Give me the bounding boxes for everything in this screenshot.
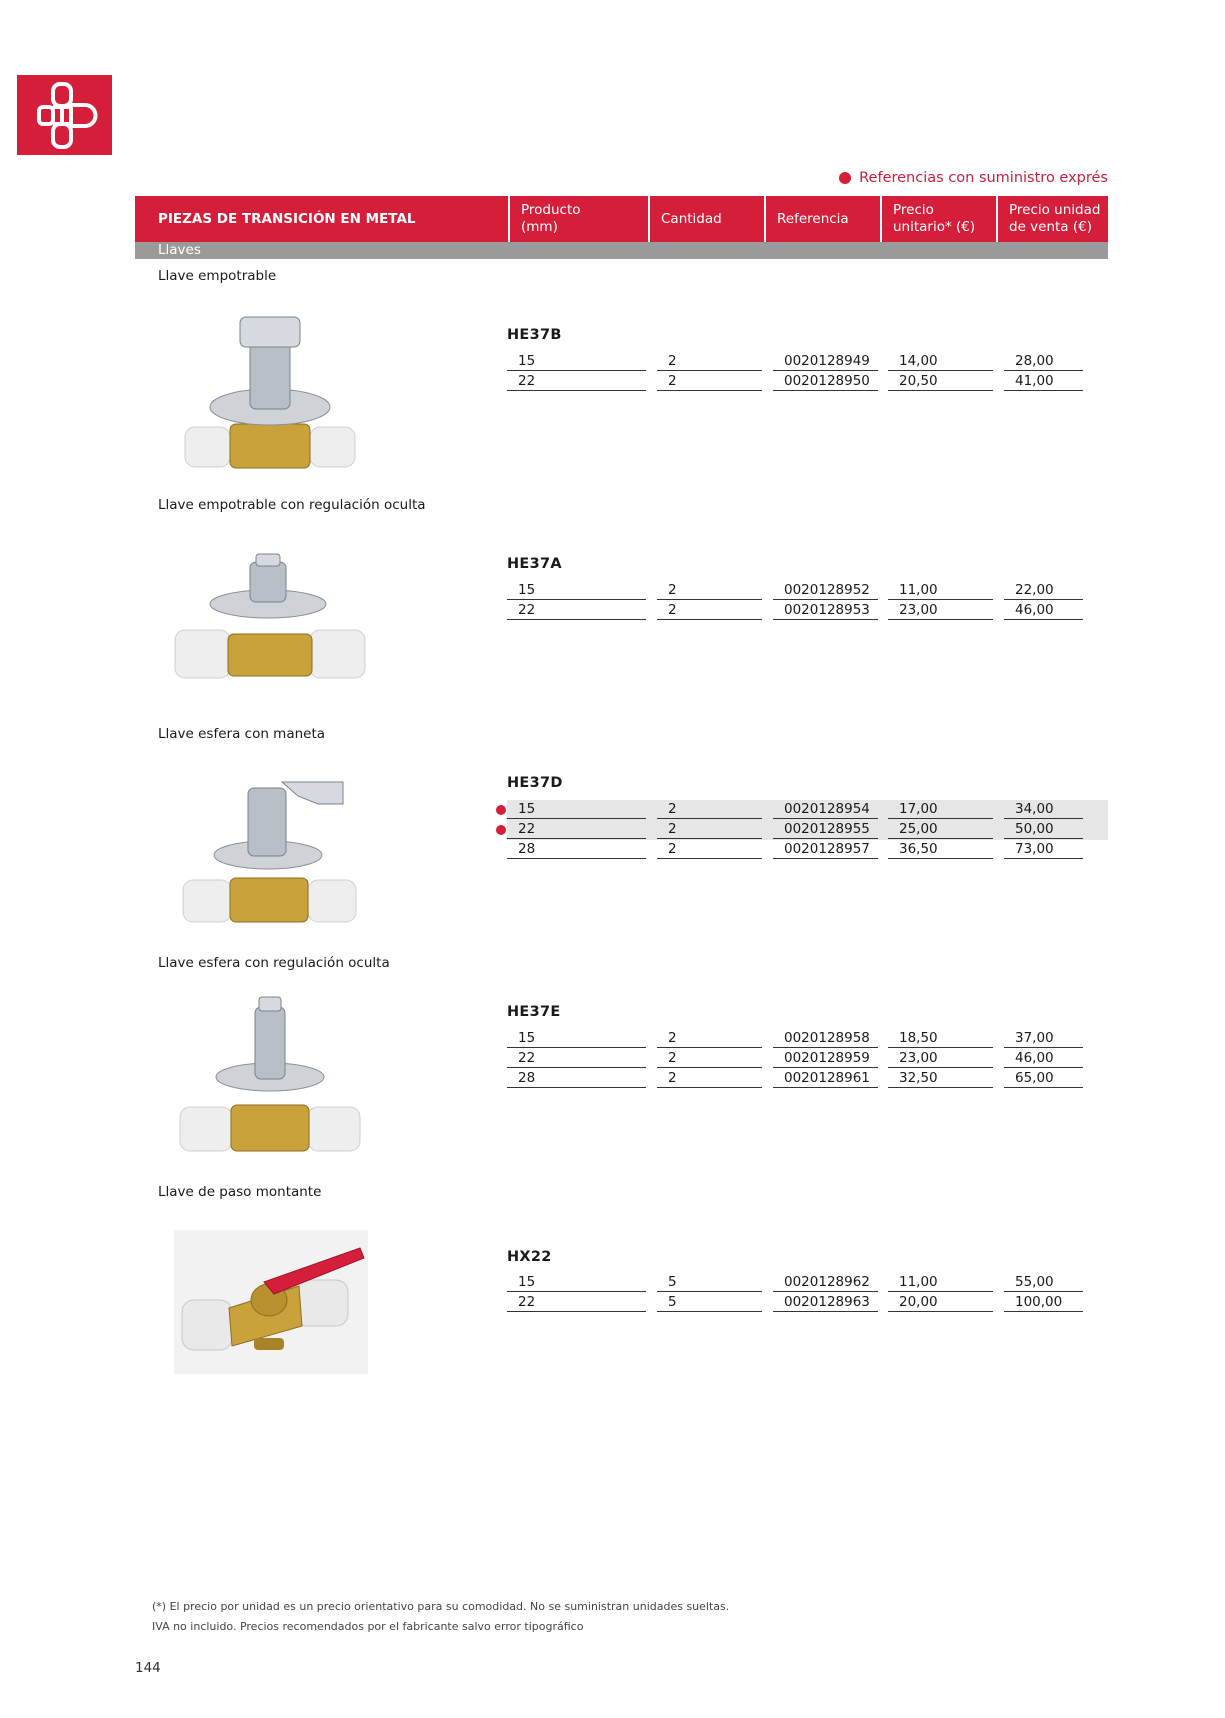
- express-legend-label: Referencias con suministro exprés: [859, 170, 1108, 186]
- cell-referencia: 0020128963: [773, 1293, 878, 1312]
- cell-producto: 22: [507, 820, 646, 839]
- pipe-logo-icon: [17, 75, 112, 155]
- cell-cantidad: 2: [657, 840, 762, 859]
- table-row: [507, 1049, 1108, 1069]
- table-row: [507, 352, 1108, 372]
- cell-precio-unitario: 20,00: [888, 1293, 993, 1312]
- cell-referencia: 0020128950: [773, 372, 878, 391]
- express-dot-icon: [839, 172, 851, 184]
- table-row: [507, 840, 1108, 860]
- valve-esfera-maneta-image: [178, 770, 360, 925]
- cell-referencia: 0020128949: [773, 352, 878, 371]
- cell-referencia: 0020128952: [773, 581, 878, 600]
- cell-precio-venta: 22,00: [1004, 581, 1083, 600]
- header-precio-venta: [996, 196, 1108, 242]
- cell-cantidad: 2: [657, 372, 762, 391]
- cell-referencia: 0020128962: [773, 1273, 878, 1292]
- cell-producto: 22: [507, 1293, 646, 1312]
- table-title: PIEZAS DE TRANSICIÓN EN METAL: [158, 210, 416, 227]
- cell-referencia: 0020128954: [773, 800, 878, 819]
- table-row: [507, 800, 1108, 820]
- cell-producto: 22: [507, 1049, 646, 1068]
- cell-producto: 15: [507, 1273, 646, 1292]
- cell-referencia: 0020128955: [773, 820, 878, 839]
- header-producto-label: Producto: [521, 202, 581, 218]
- product-code: HE37A: [507, 556, 562, 572]
- cell-precio-venta: 34,00: [1004, 800, 1083, 819]
- cell-precio-venta: 50,00: [1004, 820, 1083, 839]
- cell-precio-unitario: 23,00: [888, 601, 993, 620]
- cell-cantidad: 2: [657, 1029, 762, 1048]
- header-precio-venta-line2: de venta (€): [1009, 219, 1092, 235]
- table-subheader: Llaves: [135, 242, 1108, 259]
- product-code: HE37E: [507, 1004, 561, 1020]
- cell-precio-unitario: 17,00: [888, 800, 993, 819]
- cell-producto: 22: [507, 601, 646, 620]
- header-precio-venta-line1: Precio unidad: [1009, 202, 1101, 218]
- table-row: [507, 1069, 1108, 1089]
- page-number: 144: [135, 1660, 161, 1676]
- cell-precio-unitario: 11,00: [888, 1273, 993, 1292]
- cell-cantidad: 2: [657, 800, 762, 819]
- brand-logo: [17, 75, 112, 155]
- cell-referencia: 0020128958: [773, 1029, 878, 1048]
- cell-producto: 15: [507, 581, 646, 600]
- section-title: Llave de paso montante: [158, 1184, 322, 1200]
- cell-referencia: 0020128959: [773, 1049, 878, 1068]
- footnote-price: (*) El precio por unidad es un precio orientativo para su comodidad. No se suministran unidades sueltas.: [152, 1600, 730, 1613]
- cell-cantidad: 5: [657, 1293, 762, 1312]
- cell-precio-unitario: 36,50: [888, 840, 993, 859]
- header-producto-unit: (mm): [521, 219, 558, 235]
- cell-precio-unitario: 11,00: [888, 581, 993, 600]
- cell-cantidad: 2: [657, 581, 762, 600]
- cell-cantidad: 5: [657, 1273, 762, 1292]
- header-precio-unitario: [880, 196, 996, 242]
- cell-precio-venta: 73,00: [1004, 840, 1083, 859]
- cell-cantidad: 2: [657, 352, 762, 371]
- express-legend: [839, 170, 1108, 186]
- express-dot-icon: [496, 805, 506, 815]
- section-title: Llave esfera con regulación oculta: [158, 955, 390, 971]
- table-row: [507, 581, 1108, 601]
- valve-esfera-regulacion-oculta-image: [175, 995, 365, 1155]
- header-producto: [508, 196, 648, 242]
- cell-referencia: 0020128957: [773, 840, 878, 859]
- product-code: HX22: [507, 1249, 552, 1265]
- table-row: [507, 1273, 1108, 1293]
- header-referencia: Referencia: [764, 196, 880, 242]
- cell-precio-venta: 46,00: [1004, 601, 1083, 620]
- cell-cantidad: 2: [657, 1049, 762, 1068]
- cell-cantidad: 2: [657, 1069, 762, 1088]
- cell-precio-venta: 100,00: [1004, 1293, 1083, 1312]
- cell-producto: 28: [507, 840, 646, 859]
- cell-referencia: 0020128961: [773, 1069, 878, 1088]
- product-code: HE37D: [507, 775, 563, 791]
- cell-precio-unitario: 20,50: [888, 372, 993, 391]
- cell-referencia: 0020128953: [773, 601, 878, 620]
- cell-producto: 22: [507, 372, 646, 391]
- valve-regulacion-oculta-image: [170, 552, 370, 682]
- cell-cantidad: 2: [657, 820, 762, 839]
- cell-producto: 15: [507, 352, 646, 371]
- product-code: HE37B: [507, 327, 562, 343]
- valve-paso-montante-image: [174, 1230, 368, 1374]
- cell-producto: 15: [507, 1029, 646, 1048]
- section-title: Llave esfera con maneta: [158, 726, 326, 742]
- cell-producto: 15: [507, 800, 646, 819]
- table-row: [507, 1029, 1108, 1049]
- footnote-iva: IVA no incluido. Precios recomendados por el fabricante salvo error tipográfico: [152, 1620, 584, 1633]
- cell-precio-venta: 46,00: [1004, 1049, 1083, 1068]
- cell-precio-unitario: 25,00: [888, 820, 993, 839]
- cell-precio-unitario: 18,50: [888, 1029, 993, 1048]
- cell-precio-venta: 41,00: [1004, 372, 1083, 391]
- cell-precio-venta: 28,00: [1004, 352, 1083, 371]
- cell-precio-unitario: 32,50: [888, 1069, 993, 1088]
- header-precio-unitario-line2: unitario* (€): [893, 219, 976, 235]
- cell-precio-venta: 55,00: [1004, 1273, 1083, 1292]
- cell-precio-venta: 37,00: [1004, 1029, 1083, 1048]
- cell-precio-unitario: 23,00: [888, 1049, 993, 1068]
- valve-empotrable-image: [180, 312, 360, 472]
- cell-producto: 28: [507, 1069, 646, 1088]
- express-dot-icon: [496, 825, 506, 835]
- cell-precio-venta: 65,00: [1004, 1069, 1083, 1088]
- table-row: [507, 601, 1108, 621]
- table-row: [507, 1293, 1108, 1313]
- header-cantidad: Cantidad: [648, 196, 764, 242]
- section-title: Llave empotrable con regulación oculta: [158, 497, 426, 513]
- section-title: Llave empotrable: [158, 268, 277, 284]
- table-row: [507, 372, 1108, 392]
- header-precio-unitario-line1: Precio: [893, 202, 934, 218]
- table-header: [135, 196, 1108, 242]
- table-row: [507, 820, 1108, 840]
- cell-cantidad: 2: [657, 601, 762, 620]
- cell-precio-unitario: 14,00: [888, 352, 993, 371]
